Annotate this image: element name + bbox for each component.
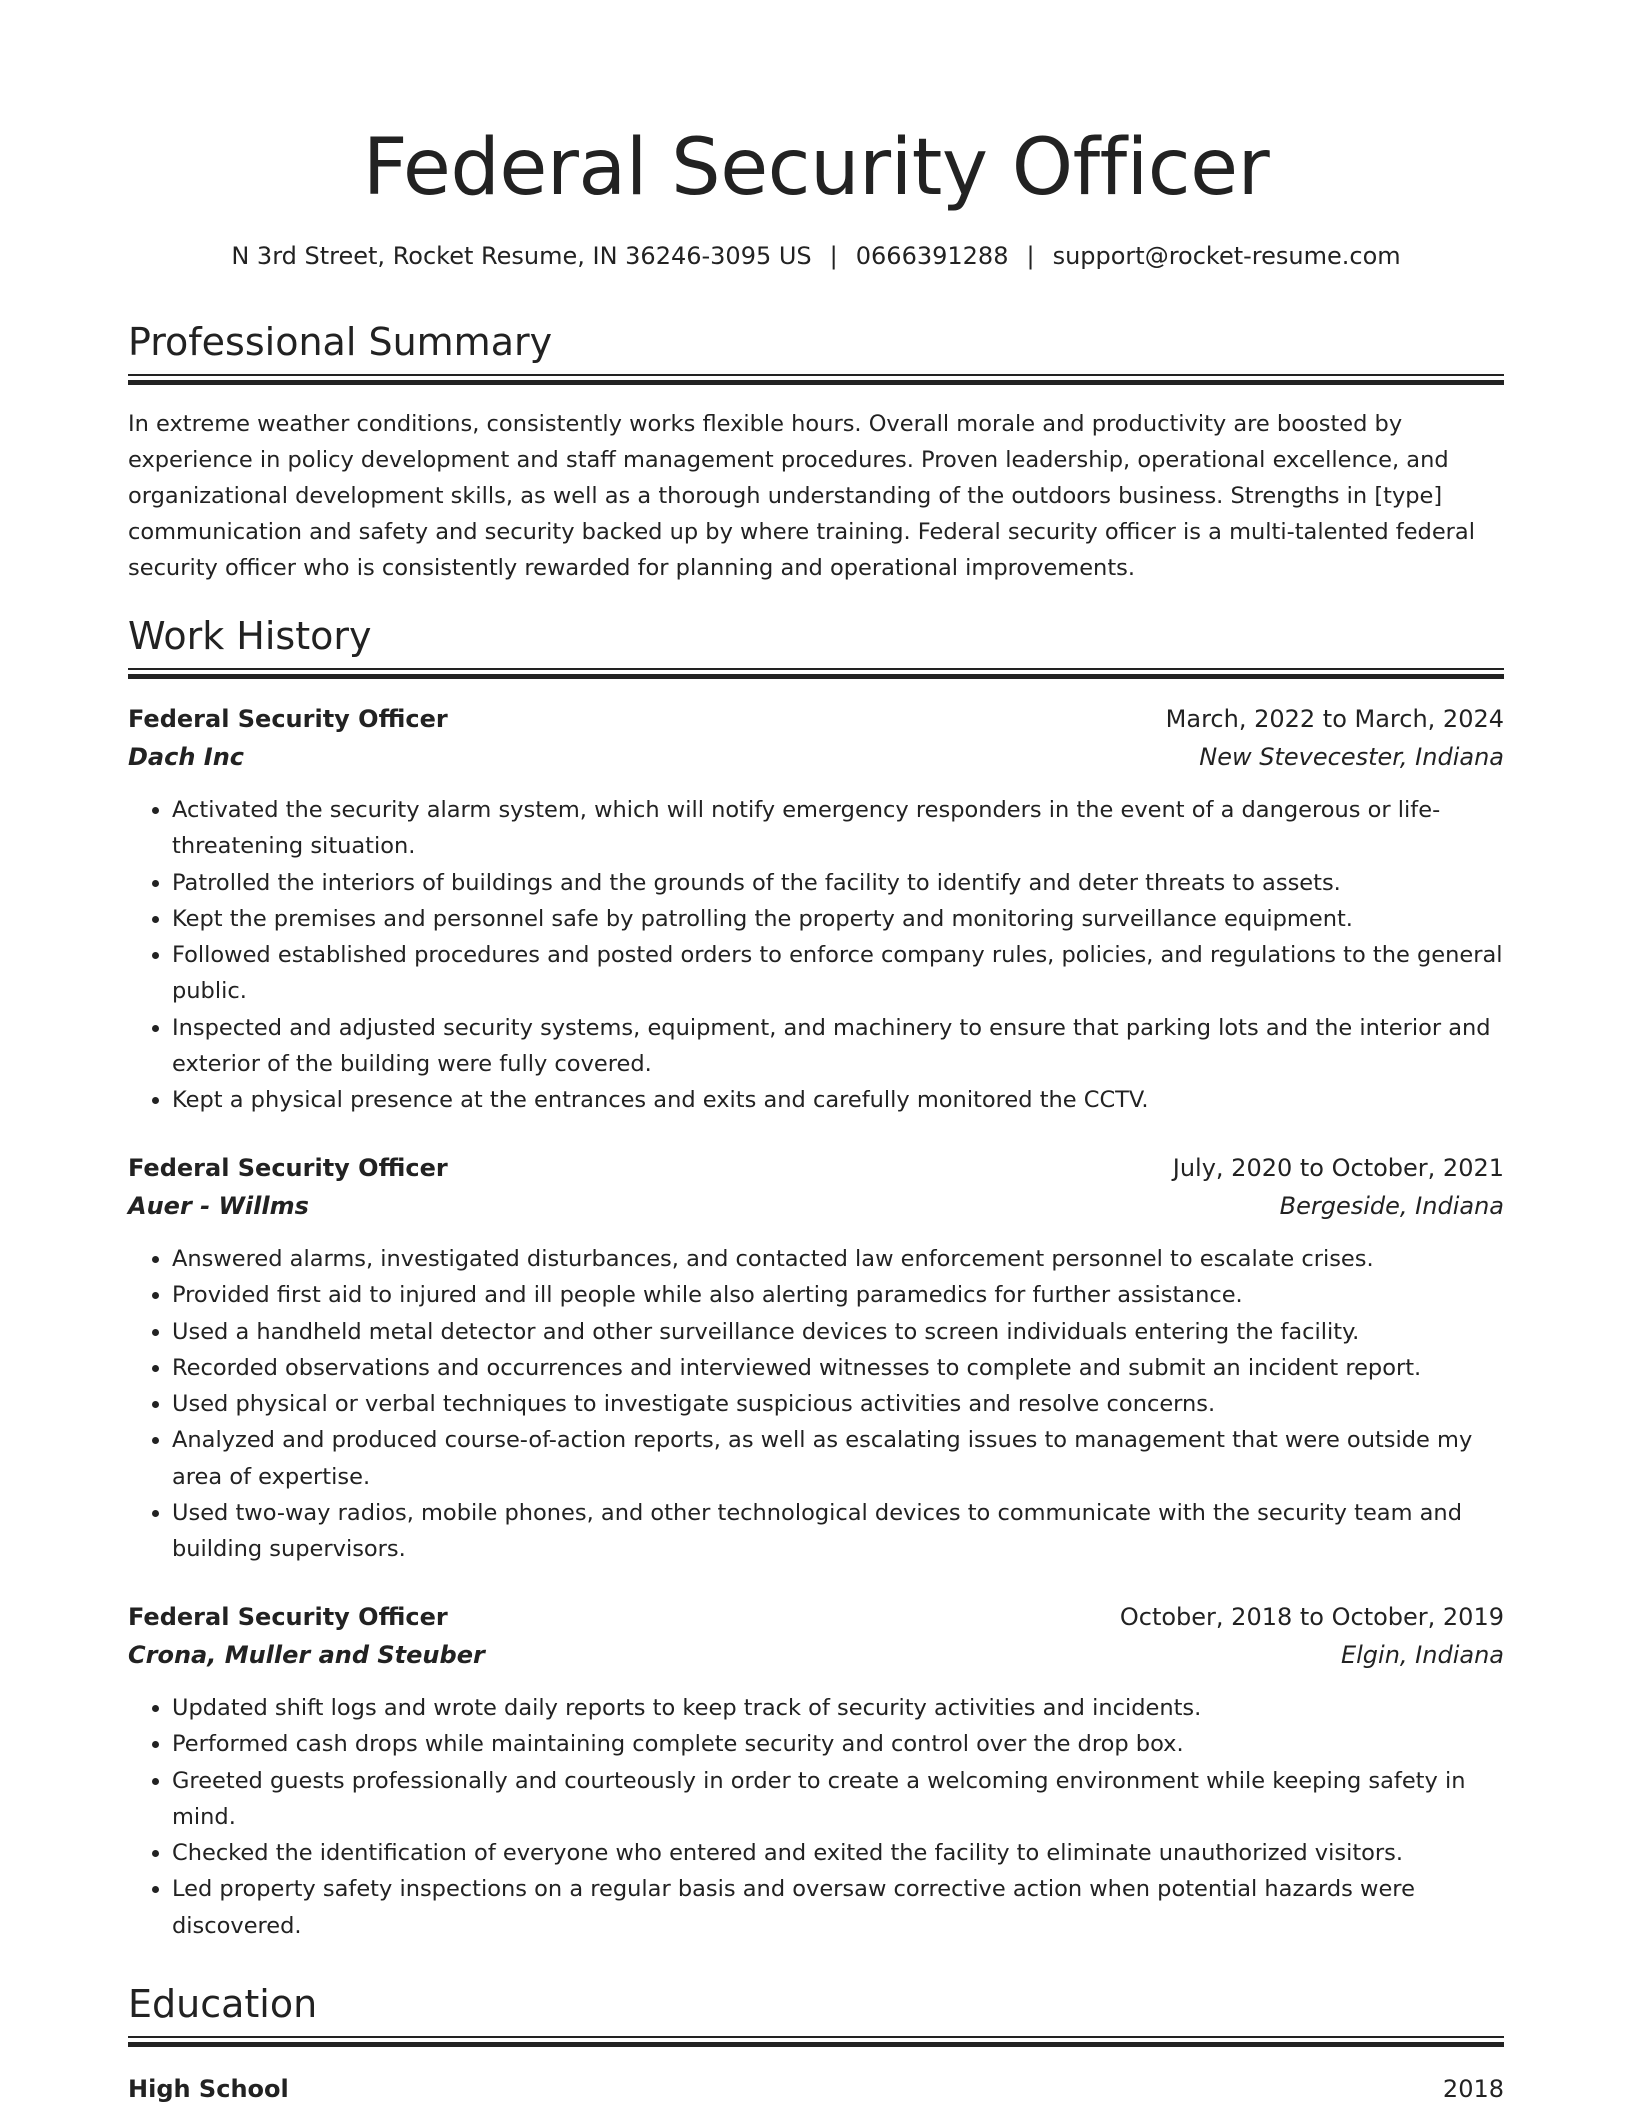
section-divider	[128, 374, 1504, 384]
job-company: Crona, Muller and Steuber	[128, 1641, 485, 1669]
job-title: Federal Security Officer	[128, 705, 448, 733]
job-company: Auer - Willms	[128, 1192, 309, 1220]
education-degree: High School	[128, 2075, 289, 2103]
job-duties-list	[128, 1690, 1504, 1944]
contact-email: support@rocket-resume.com	[1052, 242, 1401, 270]
contact-separator: |	[1026, 242, 1035, 270]
job-duty: • Provided first aid to injured and ill people while also alerting paramedics for further assistance.	[172, 1277, 1504, 1313]
job-duty: • Checked the identification of everyone who entered and exited the facility to eliminate unauthorized visitors.	[172, 1835, 1504, 1871]
job-location: Bergeside, Indiana	[1279, 1192, 1504, 1220]
job-dates: July, 2020 to October, 2021	[1172, 1154, 1504, 1182]
section-title-education: Education	[128, 1982, 318, 2026]
job-dates: March, 2022 to March, 2024	[1165, 705, 1504, 733]
job-header	[128, 700, 1504, 738]
job-duty: • Updated shift logs and wrote daily reports to keep track of security activities and incidents.	[172, 1690, 1504, 1726]
job-duty: • Kept a physical presence at the entrances and exits and carefully monitored the CCTV.	[172, 1082, 1504, 1118]
job-header	[128, 1149, 1504, 1187]
education-entry	[128, 2070, 1504, 2108]
section-title-summary: Professional Summary	[128, 320, 553, 364]
job-location: New Stevecester, Indiana	[1199, 743, 1504, 771]
contact-separator: |	[829, 242, 838, 270]
resume-name: Federal Security Officer	[362, 123, 1270, 213]
job-duty: • Led property safety inspections on a regular basis and oversaw corrective action when potential hazards were discovered.	[172, 1871, 1504, 1944]
job-company: Dach Inc	[128, 743, 245, 771]
job-duty: • Greeted guests professionally and courteously in order to create a welcoming environment while keeping safety in mind.	[172, 1763, 1504, 1836]
job-entry	[128, 1149, 1504, 1568]
job-duty: • Recorded observations and occurrences and interviewed witnesses to complete and submit an incident report.	[172, 1350, 1504, 1386]
job-subheader	[128, 1636, 1504, 1674]
job-duty: • Activated the security alarm system, which will notify emergency responders in the event of a dangerous or life-threatening situation.	[172, 792, 1504, 865]
job-title: Federal Security Officer	[128, 1603, 448, 1631]
job-duty: • Followed established procedures and posted orders to enforce company rules, policies, and regulations to the general public.	[172, 937, 1504, 1010]
job-duties-list	[128, 1241, 1504, 1568]
job-duty: • Analyzed and produced course-of-action reports, as well as escalating issues to management that were outside my area of expertise.	[172, 1422, 1504, 1495]
job-duties-list	[128, 792, 1504, 1119]
job-dates: October, 2018 to October, 2019	[1119, 1603, 1504, 1631]
job-duty: • Used physical or verbal techniques to investigate suspicious activities and resolve concerns.	[172, 1386, 1504, 1422]
section-divider	[128, 668, 1504, 678]
contact-address: N 3rd Street, Rocket Resume, IN 36246-3095 US	[231, 242, 812, 270]
job-duty: • Used a handheld metal detector and other surveillance devices to screen individuals entering the facility.	[172, 1314, 1504, 1350]
job-entry	[128, 700, 1504, 1119]
contact-phone: 0666391288	[855, 242, 1009, 270]
contact-line	[128, 238, 1504, 274]
job-subheader	[128, 738, 1504, 776]
education-year: 2018	[1442, 2075, 1504, 2103]
job-duty: • Patrolled the interiors of buildings and the grounds of the facility to identify and deter threats to assets.	[172, 865, 1504, 901]
job-subheader	[128, 1187, 1504, 1225]
job-entry	[128, 1598, 1504, 1944]
job-location: Elgin, Indiana	[1340, 1641, 1504, 1669]
job-duty: • Inspected and adjusted security systems, equipment, and machinery to ensure that parking lots and the interior and exterior of the building were fully covered.	[172, 1010, 1504, 1083]
section-title-work-history: Work History	[128, 614, 372, 658]
job-title: Federal Security Officer	[128, 1154, 448, 1182]
job-header	[128, 1598, 1504, 1636]
job-duty: • Answered alarms, investigated disturbances, and contacted law enforcement personnel to escalate crises.	[172, 1241, 1504, 1277]
section-divider	[128, 2036, 1504, 2046]
job-duty: • Kept the premises and personnel safe by patrolling the property and monitoring surveillance equipment.	[172, 901, 1504, 937]
job-duty: • Performed cash drops while maintaining complete security and control over the drop box.	[172, 1726, 1504, 1762]
job-duty: • Used two-way radios, mobile phones, and other technological devices to communicate with the security team and building supervisors.	[172, 1495, 1504, 1568]
summary-text: In extreme weather conditions, consistently works flexible hours. Overall morale and productivity are boosted by experience in policy development and staff management procedures. Proven leadership, operational excellence, and organizational development skills, as well as a thorough understanding of the outdoors business. Strengths in [type] communication and safety and security backed up by where training. Federal security officer is a multi-talented federal security officer who is consistently rewarded for planning and operational improvements.	[128, 411, 1475, 581]
